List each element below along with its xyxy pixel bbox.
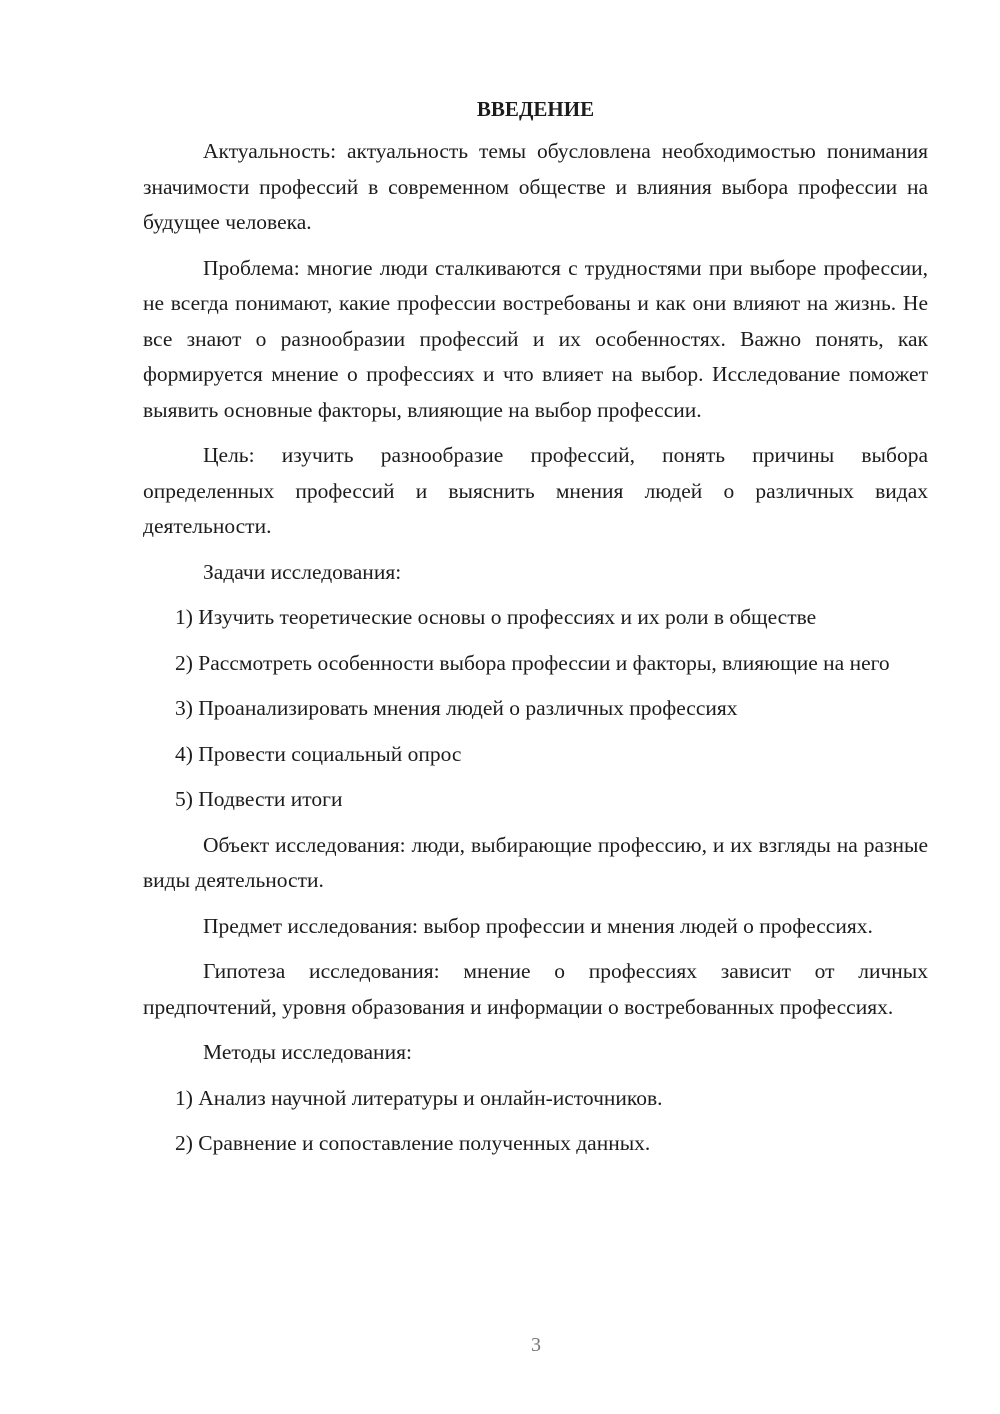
goal-paragraph: Цель: изучить разнообразие профессий, понять причины выбора определенных профессий и выяснить мнения людей о различных видах деятельности. [143, 443, 928, 538]
object-paragraph: Объект исследования: люди, выбирающие профессию, и их взгляды на разные виды деятельности. [143, 832, 928, 892]
method-item: 2) Сравнение и сопоставление полученных данных. [175, 1131, 651, 1155]
method-item: 1) Анализ научной литературы и онлайн-источников. [175, 1085, 663, 1110]
page-number: 3 [531, 1334, 541, 1356]
task-item: 4) Провести социальный опрос [175, 741, 462, 766]
task-item: 1) Изучить теоретические основы о профессиях и их роли в обществе [175, 605, 817, 629]
problem-paragraph: Проблема: многие люди сталкиваются с трудностями при выборе профессии, не всегда понимают, какие профессии востребованы и как они влияют на жизнь. Не все знают о разнообразии профессий и их особенностях. Важно понять, как формируется мнение о профессиях и что влияет на выбор. Исследование поможет выявить основные факторы, влияющие на выбор профессии. [143, 255, 928, 422]
page-title: ВВЕДЕНИЕ [476, 97, 595, 121]
subject-paragraph: Предмет исследования: выбор профессии и мнения людей о профессиях. [203, 913, 873, 938]
methods-heading: Методы исследования: [203, 1040, 412, 1064]
tasks-heading: Задачи исследования: [203, 559, 402, 584]
relevance-paragraph: Актуальность: актуальность темы обусловлена необходимостью понимания значимости профессий в современном обществе и влияния выбора профессии на будущее человека. [143, 139, 928, 234]
task-item: 3) Проанализировать мнения людей о различных профессиях [175, 696, 738, 720]
page-content [143, 94, 928, 1172]
task-item: 2) Рассмотреть особенности выбора профессии и факторы, влияющие на него [175, 650, 890, 675]
hypothesis-paragraph: Гипотеза исследования: мнение о профессиях зависит от личных предпочтений, уровня образования и информации о востребованных профессиях. [143, 959, 928, 1019]
task-item: 5) Подвести итоги [175, 787, 343, 811]
